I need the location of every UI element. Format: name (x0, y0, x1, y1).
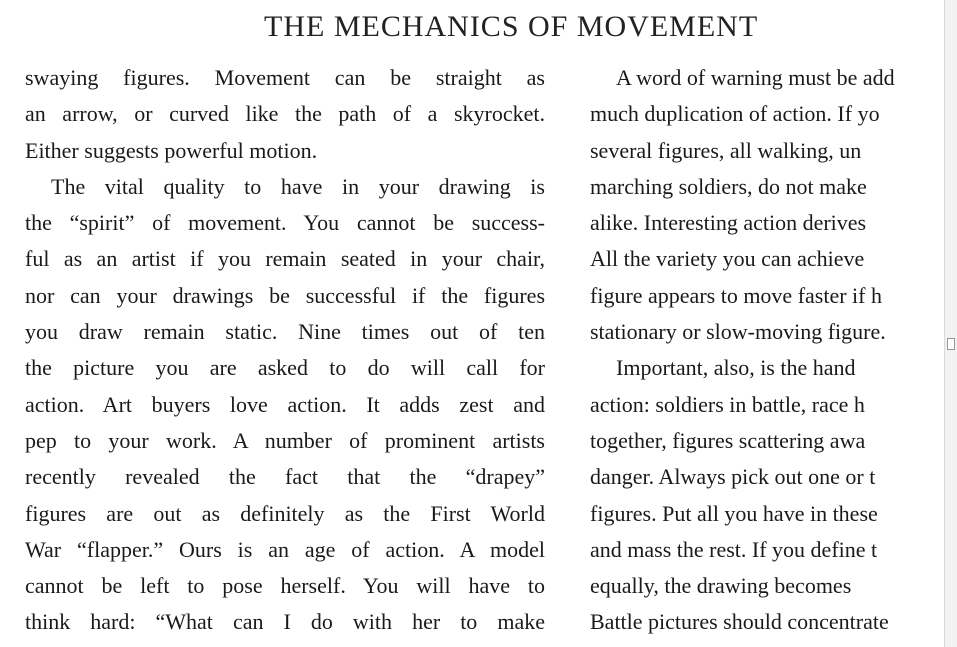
text-line: the “spirit” of movement. You cannot be success- (25, 210, 545, 236)
text-line: danger. Always pick out one or t (590, 464, 876, 490)
text-line: action: soldiers in battle, race h (590, 391, 865, 417)
text-line: All the variety you can achieve (590, 246, 865, 272)
text-line: stationary or slow-moving figure. (590, 319, 886, 345)
text-line: figures are out as definitely as the First World (25, 500, 545, 526)
text-line: marching soldiers, do not make (590, 173, 867, 199)
text-line: action. Art buyers love action. It adds zest and (25, 391, 545, 417)
text-line: Battle pictures should concentrate (590, 609, 889, 635)
text-line: Important, also, is the hand (616, 355, 856, 381)
text-line: War “flapper.” Ours is an age of action. A model (25, 536, 545, 562)
text-line: pep to your work. A number of prominent artists (25, 427, 545, 453)
text-line: A word of warning must be add (616, 65, 895, 90)
text-line: The vital quality to have in your drawing is (51, 173, 545, 199)
text-line: equally, the drawing becomes (590, 573, 852, 599)
text-line: several figures, all walking, un (590, 137, 862, 163)
text-line: nor can your drawings be successful if the figures (25, 282, 545, 308)
text-line: recently revealed the fact that the “drapey” (25, 464, 545, 490)
left-text-column (25, 60, 545, 641)
text-line: alike. Interesting action derives (590, 210, 867, 236)
running-header: THE MECHANICS OF MOVEMENT (264, 10, 759, 43)
text-line: think hard: “What can I do with her to make (25, 609, 545, 635)
scroll-marker-icon[interactable] (947, 338, 955, 350)
text-line: swaying figures. Movement can be straight as (25, 65, 545, 90)
scrollbar-track[interactable] (944, 0, 957, 647)
text-line: and mass the rest. If you define t (590, 536, 878, 562)
text-line: figures. Put all you have in these (590, 500, 878, 526)
text-line: ful as an artist if you remain seated in your chair, (25, 246, 545, 272)
text-line: you draw remain static. Nine times out of ten (25, 319, 545, 345)
text-line: figure appears to move faster if h (590, 282, 882, 308)
text-line: together, figures scattering awa (590, 427, 866, 453)
right-text-column (590, 60, 957, 641)
text-line: an arrow, or curved like the path of a skyrocket. (25, 101, 545, 127)
text-line: cannot be left to pose herself. You will have to (25, 573, 545, 599)
text-line: the picture you are asked to do will call for (25, 355, 545, 381)
text-line: Either suggests powerful motion. (25, 137, 318, 163)
text-line: much duplication of action. If yo (590, 101, 880, 127)
